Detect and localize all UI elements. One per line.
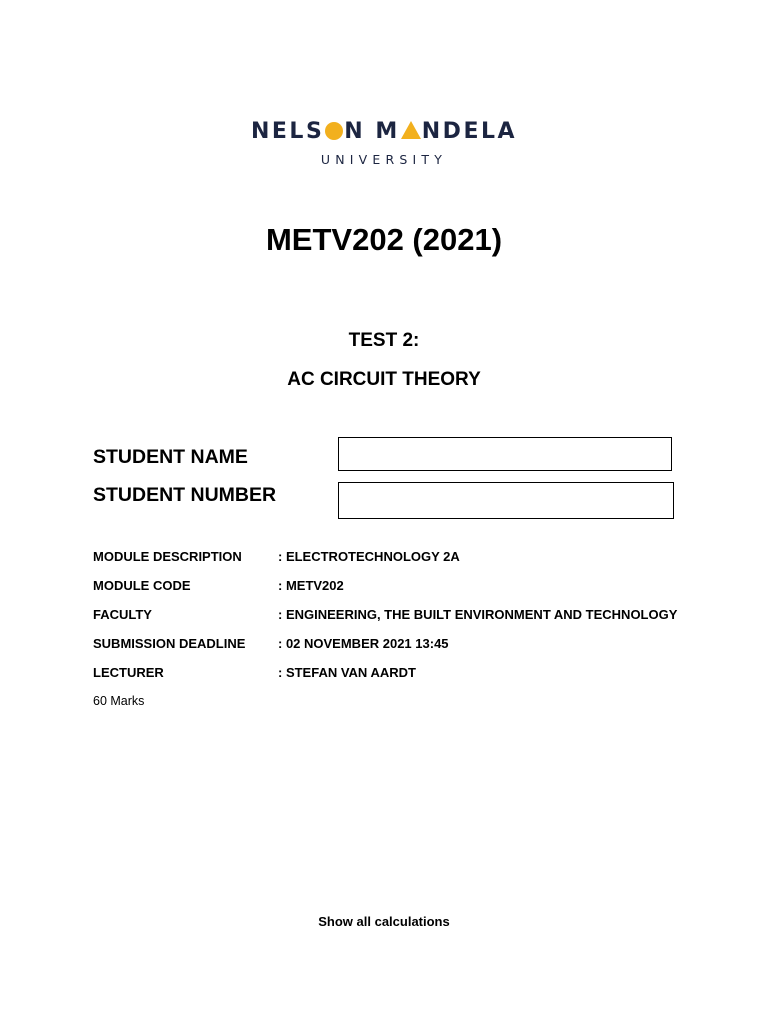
info-row-lecturer: [93, 665, 416, 681]
university-logo: [0, 118, 768, 168]
info-value: : 02 NOVEMBER 2021 13:45: [278, 636, 449, 651]
student-number-field[interactable]: [338, 482, 674, 519]
info-value: : ENGINEERING, THE BUILT ENVIRONMENT AND TECHNOLOGY: [278, 607, 678, 622]
info-value: : ELECTROTECHNOLOGY 2A: [278, 549, 460, 564]
info-row-module-description: [93, 549, 460, 565]
total-marks: 60 Marks: [93, 694, 145, 708]
info-label: MODULE CODE: [93, 578, 191, 593]
logo-wordmark: [251, 118, 517, 146]
student-name-label: STUDENT NAME: [93, 446, 248, 468]
logo-circle-icon: [325, 122, 343, 140]
info-row-module-code: [93, 578, 344, 594]
logo-text-1: NELS: [250, 119, 325, 144]
info-row-faculty: [93, 607, 677, 623]
logo-text-2: N M: [344, 119, 400, 144]
instruction-note: Show all calculations: [318, 914, 450, 929]
info-label: MODULE DESCRIPTION: [93, 549, 242, 564]
student-name-field[interactable]: [338, 437, 672, 471]
info-value: : METV202: [278, 578, 344, 593]
logo-triangle-icon: [401, 121, 421, 139]
document-title: METV202 (2021): [265, 222, 503, 257]
info-label: LECTURER: [93, 665, 164, 680]
test-number: TEST 2:: [348, 330, 420, 351]
student-number-label: STUDENT NUMBER: [93, 484, 277, 506]
info-value: : STEFAN VAN AARDT: [278, 665, 416, 680]
logo-text-3: NDELA: [421, 119, 518, 144]
info-label: FACULTY: [93, 607, 152, 622]
test-topic: AC CIRCUIT THEORY: [287, 369, 481, 390]
logo-subtitle: UNIVERSITY: [320, 152, 448, 167]
info-row-submission-deadline: [93, 636, 449, 652]
info-label: SUBMISSION DEADLINE: [93, 636, 246, 651]
